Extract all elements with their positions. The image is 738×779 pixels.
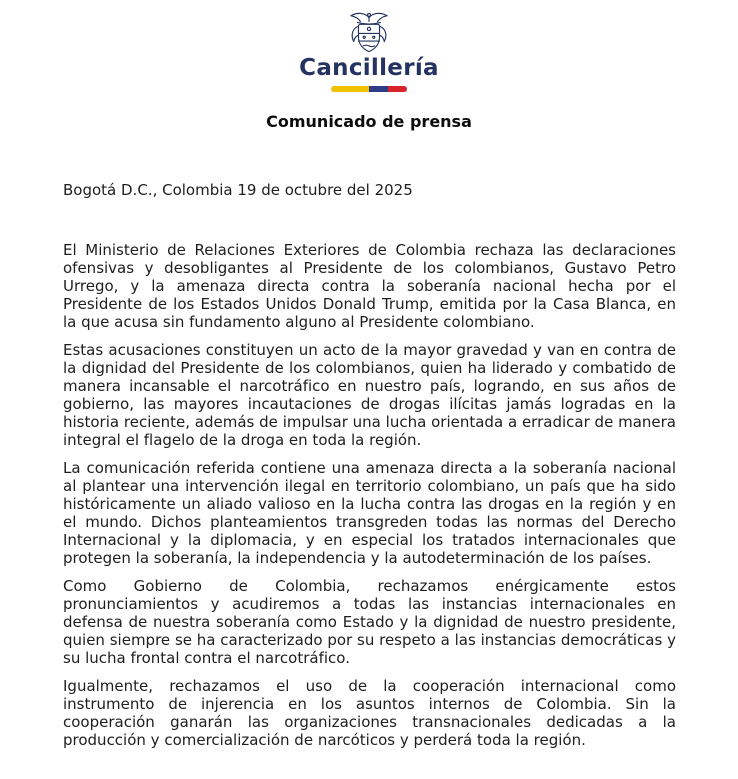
paragraph-5: Igualmente, rechazamos el uso de la cooperación internacional como instrumento de injerencia en los asuntos internos de Colombia. Sin la cooperación ganarán las organizaciones transnacionales dedicadas a la producción y comercialización de narcóticos y perderá toda la región. <box>63 677 676 749</box>
document-title: Comunicado de prensa <box>266 112 472 131</box>
flag-yellow-segment <box>331 86 369 92</box>
paragraph-1: El Ministerio de Relaciones Exteriores de Colombia rechaza las declaraciones ofensivas y desobligantes al Presidente de los colombianos, Gustavo Petro Urrego, y la amenaza directa contra la soberanía nacional hecha por el Presidente de los Estados Unidos Donald Trump, emitida por la Casa Blanca, en la que acusa sin fundamento alguno al Presidente colombiano. <box>63 241 676 331</box>
paragraph-3: La comunicación referida contiene una amenaza directa a la soberanía nacional al plantear una intervención ilegal en territorio colombiano, un país que ha sido históricamente un aliado valioso en la lucha contra las drogas en la región y en el mundo. Dichos planteamientos transgreden todas las normas del Derecho Internacional y la diplomacia, y en especial los tratados internacionales que protegen la soberanía, la independencia y la autodeterminación de los países. <box>63 459 676 567</box>
cancilleria-wordmark: Cancillería <box>299 55 439 81</box>
colombia-flag-bar-icon <box>331 86 407 92</box>
dateline: Bogotá D.C., Colombia 19 de octubre del 2025 <box>63 181 413 199</box>
paragraph-2: Estas acusaciones constituyen un acto de la mayor gravedad y van en contra de la dignidad del Presidente de los colombianos, quien ha liderado y combatido de manera incansable el narcotráfico en nuestro país, logrando, en sus años de gobierno, las mayores incautaciones de drogas ilícitas jamás logradas en la historia reciente, además de impulsar una lucha orientada a erradicar de manera integral el flagelo de la droga en toda la región. <box>63 341 676 449</box>
colombia-coat-of-arms-icon <box>346 10 392 54</box>
cancilleria-logo <box>0 0 738 92</box>
flag-red-segment <box>388 86 407 92</box>
paragraph-4: Como Gobierno de Colombia, rechazamos enérgicamente estos pronunciamientos y acudiremos a todas las instancias internacionales en defensa de nuestra soberanía como Estado y la dignidad de nuestro presidente, quien siempre se ha caracterizado por su respeto a las instancias democráticas y su lucha frontal contra el narcotráfico. <box>63 577 676 667</box>
document-body <box>0 181 738 749</box>
flag-blue-segment <box>369 86 388 92</box>
